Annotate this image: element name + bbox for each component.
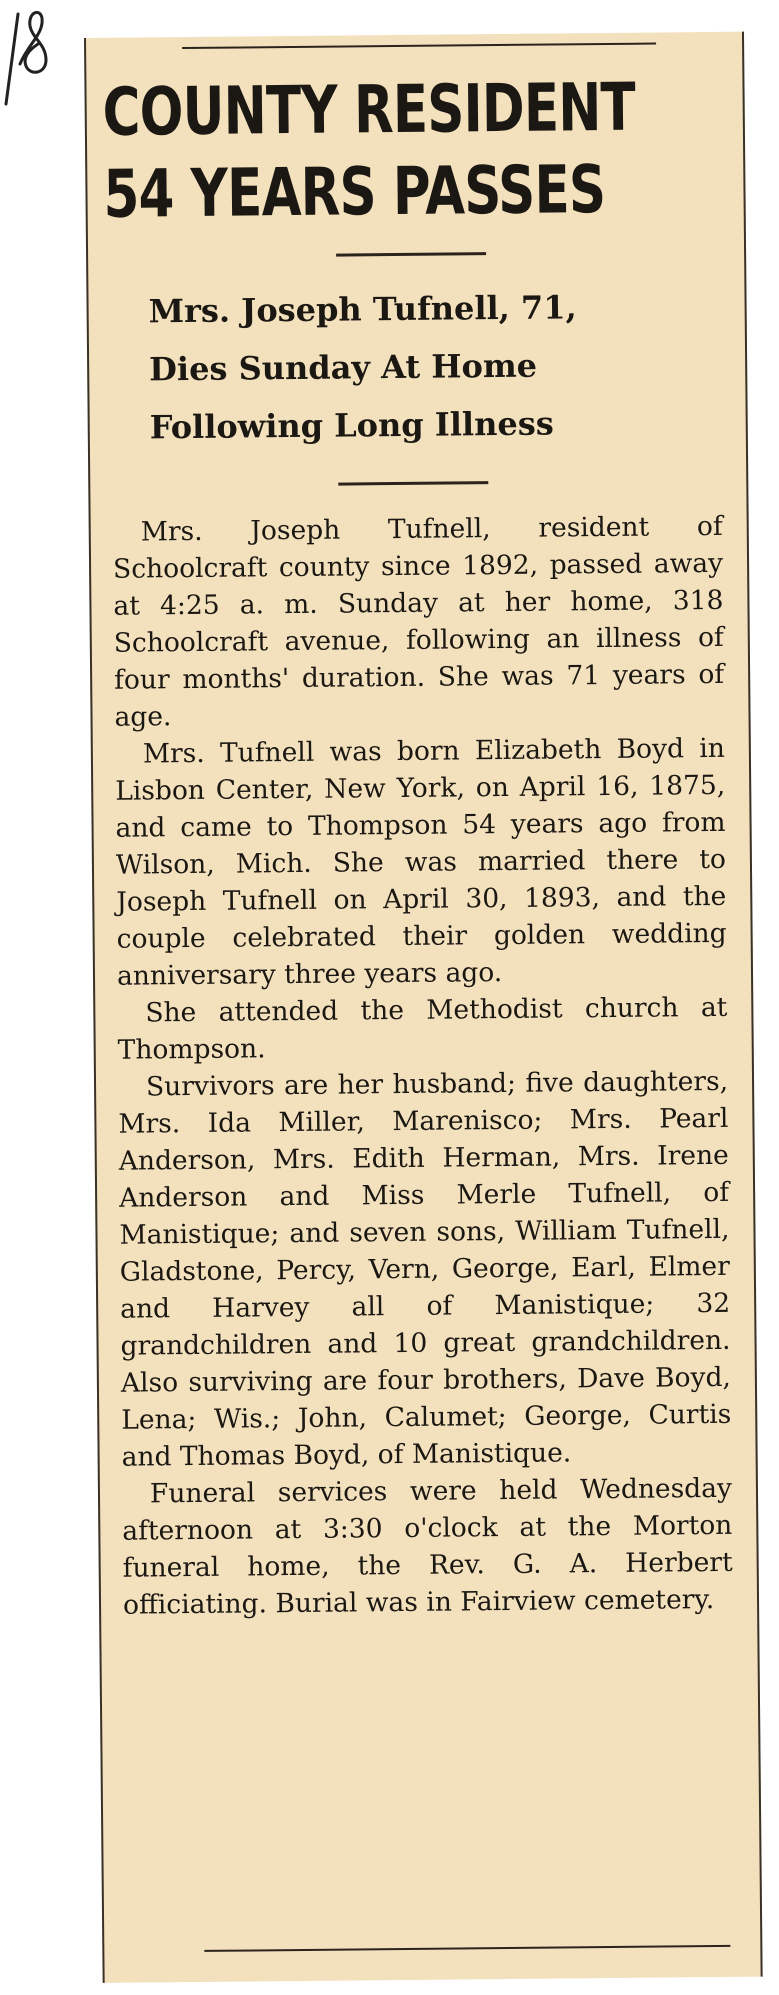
subheadline-line-3: Following Long Illness	[149, 404, 554, 447]
headline-line-2: 54 YEARS PASSES	[103, 151, 606, 233]
paragraph: Funeral services were held Wednesday afternoon at 3:30 o'clock at the Morton funeral home, the Rev. G. A. Herbert officiating. Burial was in Fairview cemetery.	[122, 1472, 733, 1621]
newspaper-clipping	[84, 32, 763, 1983]
divider-rule	[338, 481, 488, 485]
bottom-rule	[204, 1945, 730, 1952]
paragraph: Mrs. Tufnell was born Elizabeth Boyd in Lisbon Center, New York, on April 16, 1875, and came to Thompson 54 years ago from Wilson, Mich. She was married there to Joseph Tufnell on April 30, 1893, and the couple celebrated their golden wedding anniversary three years ago.	[115, 732, 727, 992]
divider-rule	[336, 252, 486, 256]
subheadline	[148, 277, 720, 456]
headline-line-1: COUNTY RESIDENT	[102, 68, 636, 151]
article-body	[113, 508, 734, 1624]
subheadline-line-2: Dies Sunday At Home	[149, 346, 538, 389]
paragraph: She attended the Methodist church at Thompson.	[117, 991, 728, 1066]
headline	[102, 66, 743, 236]
paragraph: Mrs. Joseph Tufnell, resident of Schoolcraft county since 1892, passed away at 4:25 a. m. Sunday at her home, 318 Schoolcraft avenue, following an illness of four months' duration. She was 71 years of age.	[112, 510, 725, 733]
paragraph: Survivors are her husband; five daughters, Mrs. Ida Miller, Marenisco; Mrs. Pearl Anderson, Mrs. Edith Herman, Mrs. Irene Anderson and Miss Merle Tufnell, of Manistique; and seven sons, William Tufnell, Gladstone, Percy, Vern, George, Earl, Elmer and Harvey all of Manistique; 32 grandchildren and 10 great grandchildren. Also surviving are four brothers, Dave Boyd, Lena; Wis.; John, Calumet; George, Curtis and Thomas Boyd, of Manistique.	[118, 1065, 732, 1473]
handwritten-margin-note	[2, 4, 62, 114]
subheadline-line-1: Mrs. Joseph Tufnell, 71,	[148, 288, 577, 331]
top-rule	[182, 43, 656, 50]
